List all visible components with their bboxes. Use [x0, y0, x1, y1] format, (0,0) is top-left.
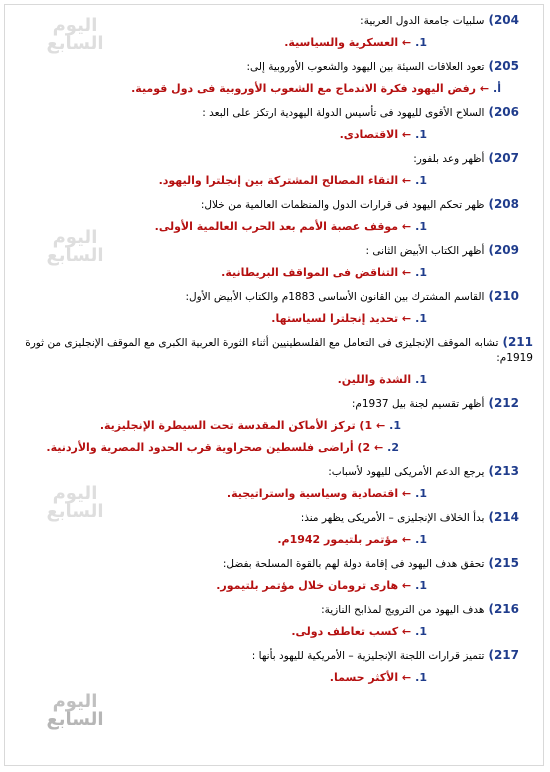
- question-number: 211): [502, 335, 533, 349]
- question-number: 210): [488, 289, 519, 303]
- question-text: هدف اليهود من الترويج لمذابح النازية:: [321, 604, 485, 616]
- answer-text: ← التناقض فى المواقف البريطانية.: [221, 266, 412, 279]
- question-text: يرجع الدعم الأمريكى لليهود لأسباب:: [328, 466, 485, 478]
- watermark-logo: [35, 693, 115, 733]
- answer-marker: 1.: [415, 671, 427, 684]
- answer: [13, 440, 519, 456]
- answer-marker: 1.: [415, 174, 427, 187]
- question-number: 217): [488, 648, 519, 662]
- answer: [13, 372, 519, 388]
- answer-text: ← 2) أراضى فلسطين صحراوية قرب الحدود المصرية والأردنية.: [46, 441, 384, 454]
- answer: [13, 311, 519, 327]
- qa-list: [13, 13, 533, 686]
- answer-text: ← رفض اليهود فكرة الاندماج مع الشعوب الأوروبية فى دول قومية.: [131, 82, 490, 95]
- answer-marker: 1.: [389, 419, 401, 432]
- watermark-line2: السابع: [46, 33, 104, 54]
- answer-marker: 1.: [415, 487, 427, 500]
- answer-marker: 1.: [415, 579, 427, 592]
- answer-text: ← مؤتمر بلتيمور 1942م.: [277, 533, 412, 546]
- question: [13, 464, 519, 480]
- question-text: أظهر وعد بلفور:: [413, 153, 485, 165]
- question-text: تعود العلاقات السيئة بين اليهود والشعوب الأوروبية إلى:: [246, 61, 485, 73]
- answer: [13, 33, 519, 54]
- answer: [13, 265, 519, 281]
- watermark-line2: السابع: [46, 709, 104, 730]
- answer: [13, 578, 519, 594]
- answer-text: ← تحديد إنجلترا لسياستها.: [271, 312, 412, 325]
- answer-marker: 1.: [415, 128, 427, 141]
- question-text: تشابه الموقف الإنجليزى فى التعامل مع الفلسطينيين أثناء الثورة العربية الكبرى مع الموقف الإنجليزى من ثورة 1919م:: [25, 337, 533, 364]
- question-text: أظهر تقسيم لجنة بيل 1937م:: [351, 398, 485, 410]
- question: [13, 289, 519, 305]
- answer-marker: 1.: [415, 373, 427, 386]
- question-text: السلاح الأقوى لليهود فى تأسيس الدولة اليهودية ارتكز على البعد :: [202, 107, 485, 119]
- document-page: [4, 4, 544, 766]
- answer: [13, 81, 519, 97]
- answer: [13, 483, 519, 504]
- answer-marker: 1.: [415, 220, 427, 233]
- question-number: 208): [488, 197, 519, 211]
- answer-text: ← العسكرية والسياسية.: [284, 36, 412, 49]
- answer-text: ← 1) تركز الأماكن المقدسة تحت السيطرة الإنجليزية.: [99, 419, 386, 432]
- answer-marker: 1.: [415, 625, 427, 638]
- answer-text: الشدة واللين.: [337, 373, 412, 386]
- answer-text: ← الأكثر حسما.: [329, 671, 412, 684]
- question-text: تتميز قرارات اللجنة الإنجليزية – الأمريكية لليهود بأنها :: [251, 650, 485, 662]
- question: [13, 13, 519, 29]
- watermark-line2: السابع: [46, 245, 104, 266]
- question: [13, 105, 519, 121]
- answer-text: ← كسب تعاطف دولى.: [291, 625, 412, 638]
- watermark-line1: اليوم: [52, 227, 98, 248]
- question: [13, 197, 519, 213]
- question-number: 212): [488, 396, 519, 410]
- question: [13, 243, 519, 259]
- answer-marker: 1.: [415, 312, 427, 325]
- answer-text: ← الاقتصادى.: [339, 128, 412, 141]
- question-number: 207): [488, 151, 519, 165]
- watermark-line1: اليوم: [52, 15, 98, 36]
- answer-text: ← اقتصادية وسياسية واستراتيجية.: [226, 487, 412, 500]
- question: [13, 335, 533, 366]
- answer: [13, 127, 519, 143]
- question-number: 205): [488, 59, 519, 73]
- answer: [13, 532, 519, 548]
- answer-text: ← هارى ترومان خلال مؤتمر بلتيمور.: [216, 579, 412, 592]
- question-text: القاسم المشترك بين القانون الأساسى 1883م والكتاب الأبيض الأول:: [185, 291, 485, 303]
- answer-marker: 1.: [415, 533, 427, 546]
- question-text: أظهر الكتاب الأبيض الثانى :: [365, 245, 485, 257]
- answer: [13, 219, 519, 235]
- question: [13, 396, 519, 412]
- answer: [13, 624, 519, 640]
- answer: [13, 670, 519, 686]
- question-number: 216): [488, 602, 519, 616]
- answer: [13, 418, 519, 434]
- answer-marker: 1.: [415, 36, 427, 49]
- question-text: ظهر تحكم اليهود فى قرارات الدول والمنظمات العالمية من خلال:: [200, 199, 485, 211]
- question-text: سلبيات جامعة الدول العربية:: [360, 15, 485, 27]
- question-number: 209): [488, 243, 519, 257]
- watermark-line1: اليوم: [52, 691, 98, 712]
- question: [13, 59, 519, 75]
- question-number: 214): [488, 510, 519, 524]
- answer: [13, 173, 519, 189]
- answer-text: ← التقاء المصالح المشتركة بين إنجلترا واليهود.: [158, 174, 412, 187]
- question: [13, 602, 519, 618]
- answer-marker: أ.: [493, 82, 501, 95]
- answer-text: ← موقف عصبة الأمم بعد الحرب العالمية الأولى.: [154, 220, 412, 233]
- question-number: 215): [488, 556, 519, 570]
- question-number: 213): [488, 464, 519, 478]
- answer-marker: 1.: [415, 266, 427, 279]
- question: [13, 151, 519, 167]
- question-text: بدأ الخلاف الإنجليزى – الأمريكى يظهر منذ:: [300, 512, 485, 524]
- question: [13, 510, 519, 526]
- question-number: 206): [488, 105, 519, 119]
- question: [13, 648, 519, 664]
- watermark-line1: اليوم: [52, 483, 98, 504]
- watermark-line2: السابع: [46, 501, 104, 522]
- answer-marker: 2.: [387, 441, 399, 454]
- question-number: 204): [488, 13, 519, 27]
- question-text: تحقق هدف اليهود فى إقامة دولة لهم بالقوة المسلحة بفضل:: [222, 558, 485, 570]
- question: [13, 556, 519, 572]
